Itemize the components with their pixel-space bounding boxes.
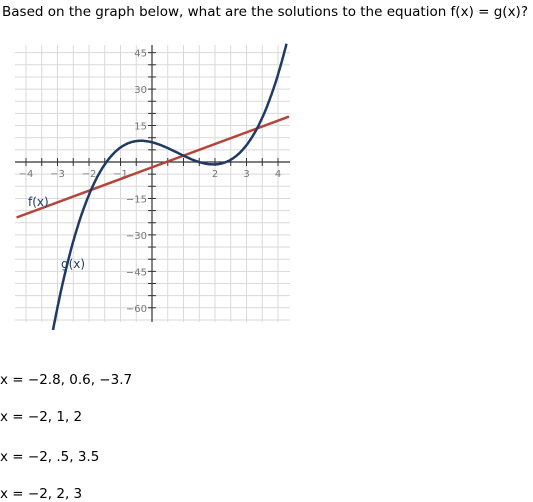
y-tick-label: 30	[134, 85, 147, 97]
choice-1[interactable]: x = −2.8, 0.6, −3.7	[0, 372, 133, 388]
g-curve	[51, 44, 286, 330]
x-tick-label: −2	[81, 169, 97, 180]
x-tick-label: 4	[274, 169, 282, 180]
x-tick-label: 3	[243, 169, 250, 180]
tick-labels	[19, 49, 282, 315]
y-tick-label: −45	[125, 267, 147, 279]
choice-2[interactable]: x = −2, 1, 2	[0, 409, 83, 425]
y-tick-label: −15	[125, 194, 147, 206]
x-tick-label: −4	[18, 169, 34, 180]
x-tick-label: −3	[50, 169, 65, 180]
axes	[15, 45, 290, 322]
y-tick-label: −60	[125, 303, 147, 315]
x-tick-label: −1	[113, 169, 128, 180]
choice-3[interactable]: x = −2, .5, 3.5	[0, 449, 100, 465]
choice-4[interactable]: x = −2, 2, 3	[0, 486, 83, 502]
y-tick-label: −30	[125, 230, 147, 242]
question-text: Based on the graph below, what are the solutions to the equation f(x) = g(x)?	[2, 4, 528, 20]
f-label: f(x)	[28, 195, 49, 209]
y-tick-label: 45	[134, 48, 147, 60]
y-tick-label: 15	[134, 121, 147, 133]
function-graph	[0, 40, 300, 330]
g-label: g(x)	[61, 257, 86, 271]
x-tick-label: 2	[211, 169, 219, 180]
